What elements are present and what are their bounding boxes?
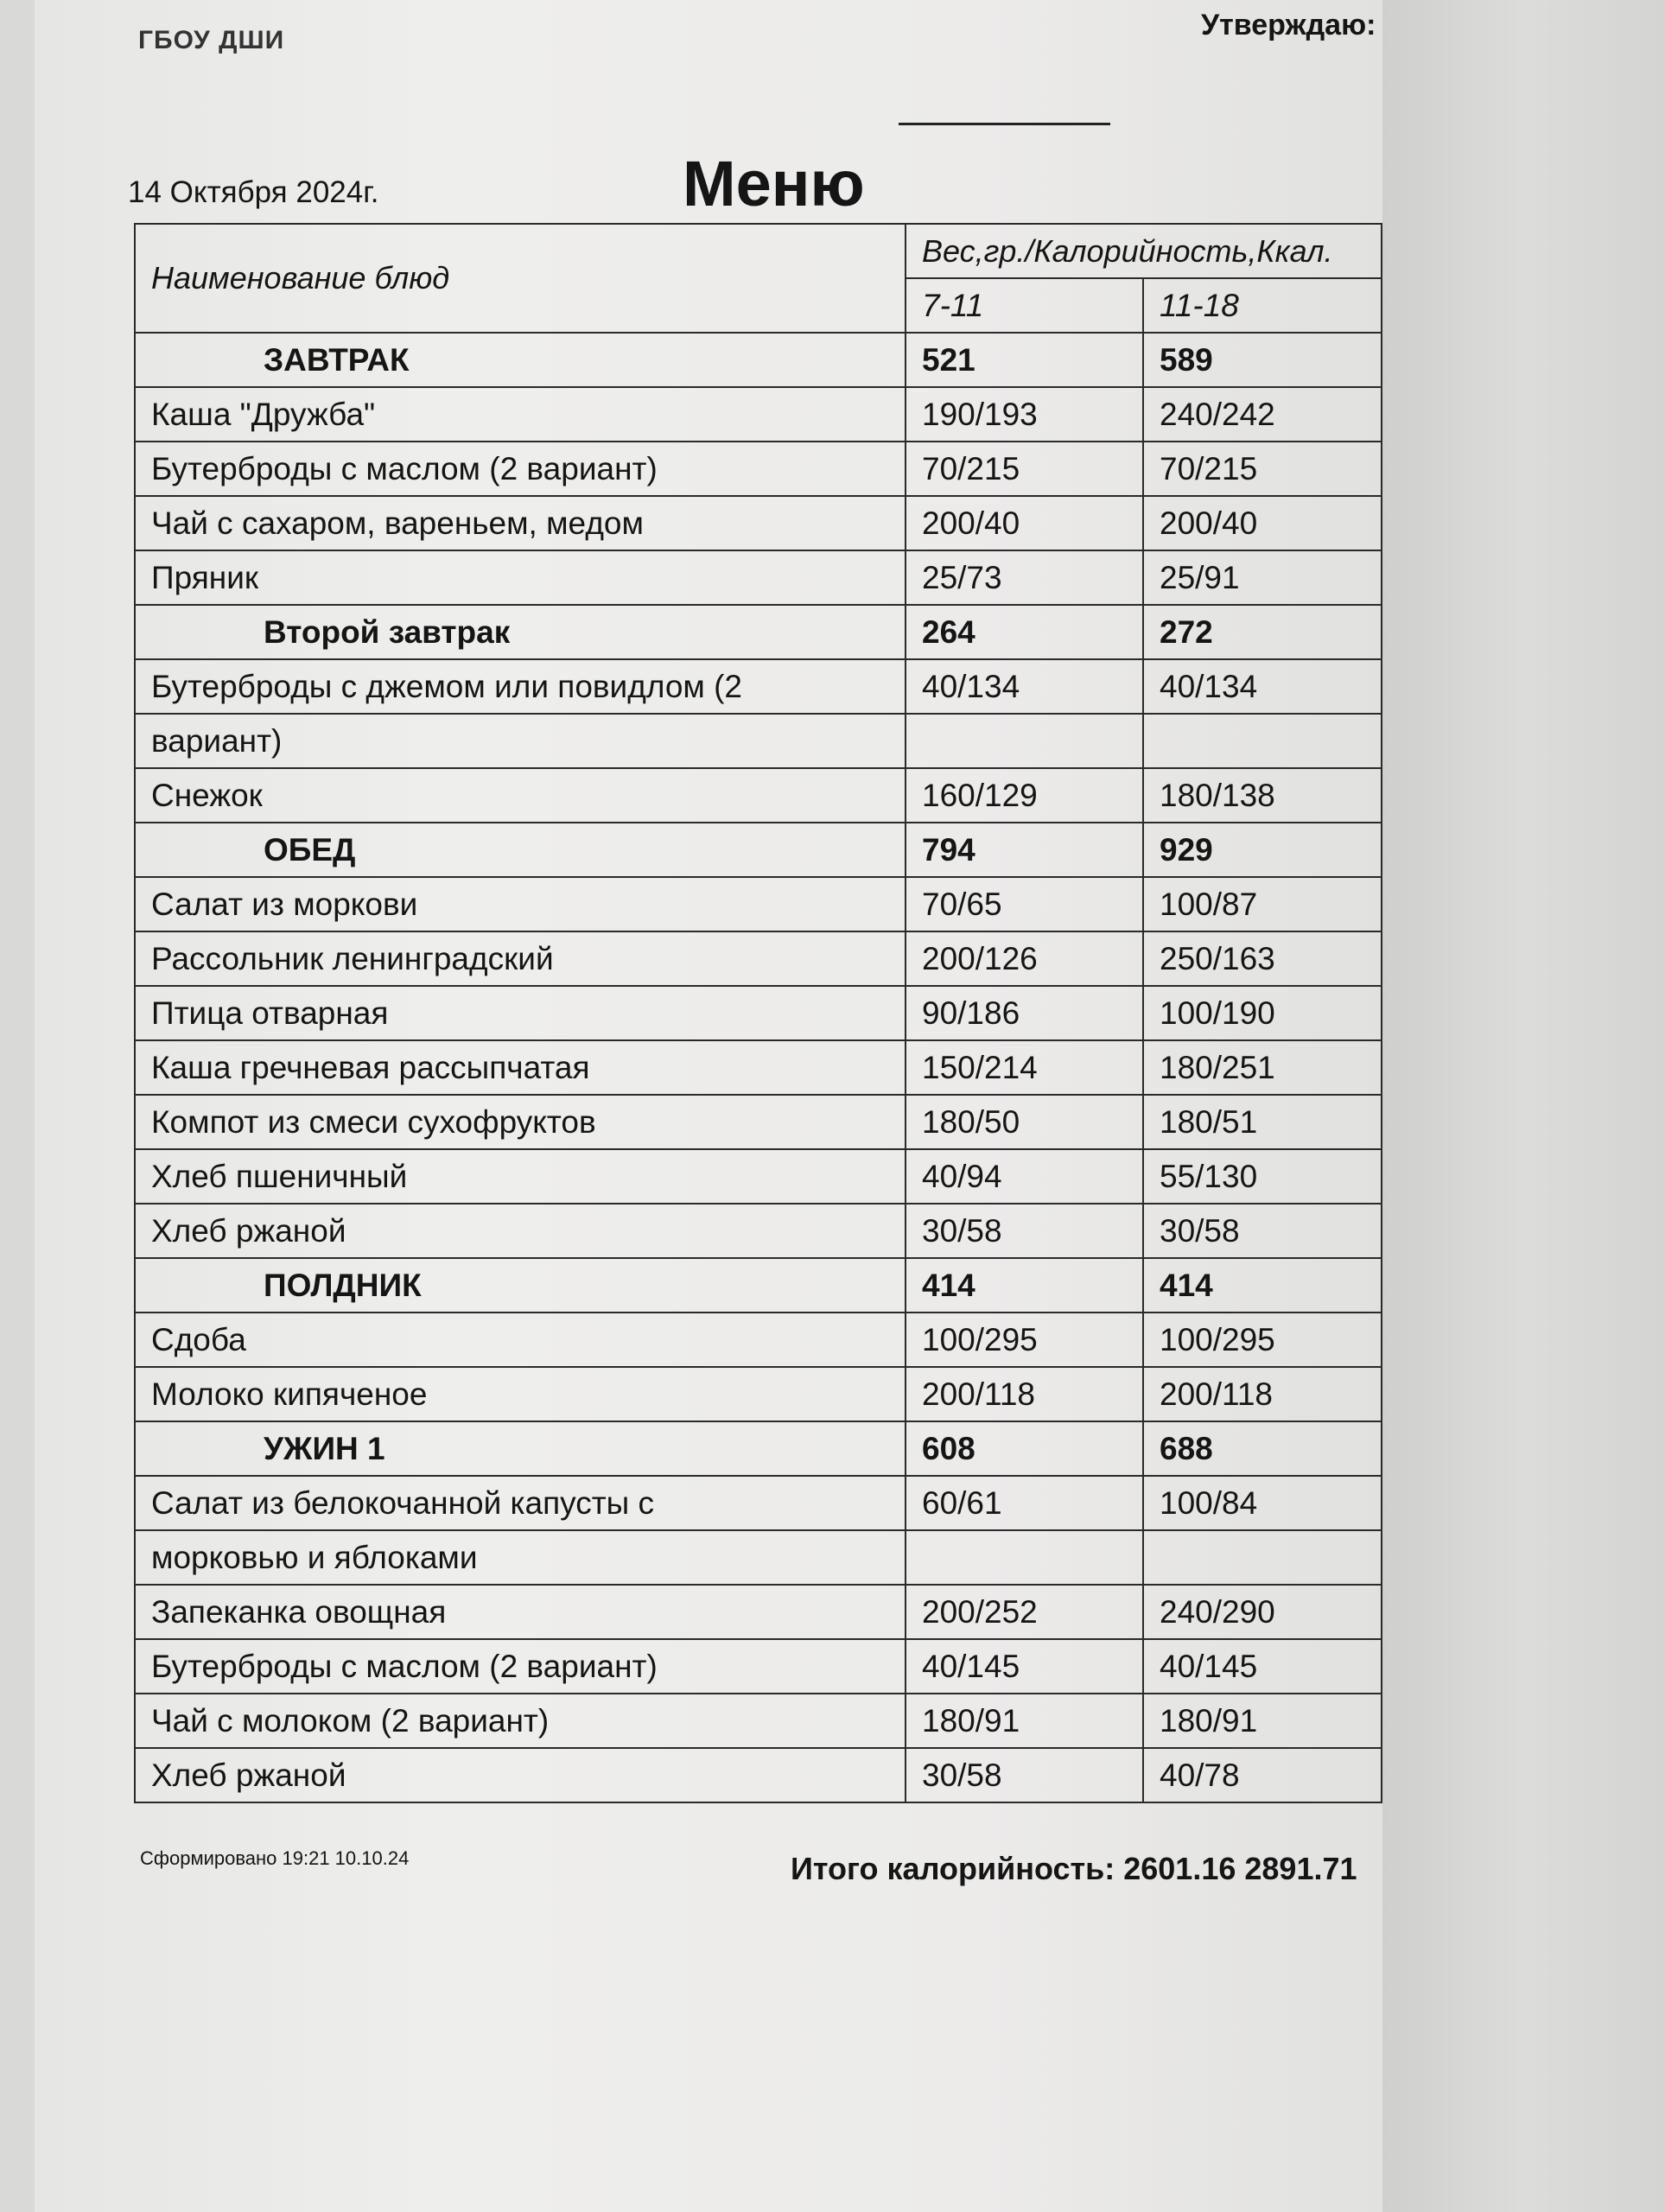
dish-name-cell: УЖИН 1 xyxy=(135,1421,906,1476)
table-row xyxy=(135,1530,1382,1585)
meal-section-row xyxy=(135,333,1382,387)
dish-name-cell: Чай с сахаром, вареньем, медом xyxy=(135,496,906,550)
value-11-18-cell: 100/295 xyxy=(1143,1313,1382,1367)
value-11-18-cell: 200/40 xyxy=(1143,496,1382,550)
dish-name-cell: Хлеб пшеничный xyxy=(135,1149,906,1204)
table-row xyxy=(135,768,1382,823)
table-row xyxy=(135,1476,1382,1530)
value-11-18-cell: 414 xyxy=(1143,1258,1382,1313)
value-7-11-cell: 608 xyxy=(906,1421,1143,1476)
value-11-18-cell: 100/87 xyxy=(1143,877,1382,931)
column-header-age-11-18: 11-18 xyxy=(1143,278,1382,333)
dish-name-cell: Хлеб ржаной xyxy=(135,1204,906,1258)
value-11-18-cell: 200/118 xyxy=(1143,1367,1382,1421)
value-7-11-cell: 70/215 xyxy=(906,442,1143,496)
table-row xyxy=(135,1694,1382,1748)
value-7-11-cell: 200/40 xyxy=(906,496,1143,550)
meal-section-row xyxy=(135,823,1382,877)
dish-name-cell: Салат из моркови xyxy=(135,877,906,931)
table-row xyxy=(135,877,1382,931)
value-7-11-cell: 264 xyxy=(906,605,1143,659)
value-7-11-cell: 30/58 xyxy=(906,1204,1143,1258)
table-row xyxy=(135,1313,1382,1367)
dish-name-cell: вариант) xyxy=(135,714,906,768)
value-7-11-cell: 180/50 xyxy=(906,1095,1143,1149)
dish-name-cell: Чай с молоком (2 вариант) xyxy=(135,1694,906,1748)
dish-name-cell: Салат из белокочанной капусты с xyxy=(135,1476,906,1530)
dish-name-cell: Снежок xyxy=(135,768,906,823)
menu-date: 14 Октября 2024г. xyxy=(128,175,379,209)
meal-section-row xyxy=(135,1421,1382,1476)
value-7-11-cell: 190/193 xyxy=(906,387,1143,442)
table-row xyxy=(135,550,1382,605)
value-7-11-cell: 40/134 xyxy=(906,659,1143,714)
table-row xyxy=(135,387,1382,442)
signature-line xyxy=(899,123,1110,125)
dish-name-cell: ПОЛДНИК xyxy=(135,1258,906,1313)
column-header-age-7-11: 7-11 xyxy=(906,278,1143,333)
value-7-11-cell: 200/252 xyxy=(906,1585,1143,1639)
table-row xyxy=(135,1748,1382,1802)
value-7-11-cell: 25/73 xyxy=(906,550,1143,605)
value-11-18-cell: 272 xyxy=(1143,605,1382,659)
dish-name-cell: Бутерброды с маслом (2 вариант) xyxy=(135,1639,906,1694)
dish-name-cell: Бутерброды с джемом или повидлом (2 xyxy=(135,659,906,714)
total-calories: Итого калорийность: 2601.16 2891.71 xyxy=(791,1851,1357,1886)
table-row xyxy=(135,714,1382,768)
table-row xyxy=(135,1367,1382,1421)
value-11-18-cell: 40/145 xyxy=(1143,1639,1382,1694)
value-7-11-cell: 160/129 xyxy=(906,768,1143,823)
value-7-11-cell: 30/58 xyxy=(906,1748,1143,1802)
table-row xyxy=(135,442,1382,496)
column-header-weight: Вес,гр./Калорийность,Ккал. xyxy=(906,224,1382,278)
meal-section-row xyxy=(135,1258,1382,1313)
value-7-11-cell: 180/91 xyxy=(906,1694,1143,1748)
value-7-11-cell: 70/65 xyxy=(906,877,1143,931)
menu-table xyxy=(134,223,1382,1803)
value-11-18-cell: 25/91 xyxy=(1143,550,1382,605)
meal-section-row xyxy=(135,605,1382,659)
value-7-11-cell: 100/295 xyxy=(906,1313,1143,1367)
table-header-row xyxy=(135,224,1382,278)
dish-name-cell: Второй завтрак xyxy=(135,605,906,659)
value-7-11-cell: 40/145 xyxy=(906,1639,1143,1694)
dish-name-cell: ЗАВТРАК xyxy=(135,333,906,387)
dish-name-cell: Молоко кипяченое xyxy=(135,1367,906,1421)
table-row xyxy=(135,1095,1382,1149)
value-7-11-cell: 40/94 xyxy=(906,1149,1143,1204)
value-11-18-cell: 180/138 xyxy=(1143,768,1382,823)
value-11-18-cell: 100/84 xyxy=(1143,1476,1382,1530)
value-11-18-cell: 30/58 xyxy=(1143,1204,1382,1258)
generated-timestamp: Сформировано 19:21 10.10.24 xyxy=(140,1847,410,1869)
page-title: Меню xyxy=(683,148,865,219)
table-row xyxy=(135,659,1382,714)
value-7-11-cell: 60/61 xyxy=(906,1476,1143,1530)
dish-name-cell: Каша гречневая рассыпчатая xyxy=(135,1040,906,1095)
value-7-11-cell xyxy=(906,1530,1143,1585)
value-11-18-cell: 40/134 xyxy=(1143,659,1382,714)
value-11-18-cell: 589 xyxy=(1143,333,1382,387)
value-7-11-cell: 414 xyxy=(906,1258,1143,1313)
table-row xyxy=(135,1040,1382,1095)
value-11-18-cell: 180/251 xyxy=(1143,1040,1382,1095)
dish-name-cell: Хлеб ржаной xyxy=(135,1748,906,1802)
value-11-18-cell: 180/51 xyxy=(1143,1095,1382,1149)
value-11-18-cell xyxy=(1143,1530,1382,1585)
dish-name-cell: морковью и яблоками xyxy=(135,1530,906,1585)
organization-name: ГБОУ ДШИ xyxy=(138,26,285,54)
value-7-11-cell: 200/126 xyxy=(906,931,1143,986)
menu-table-body xyxy=(135,333,1382,1802)
value-7-11-cell: 794 xyxy=(906,823,1143,877)
value-7-11-cell: 150/214 xyxy=(906,1040,1143,1095)
value-7-11-cell: 200/118 xyxy=(906,1367,1143,1421)
dish-name-cell: Пряник xyxy=(135,550,906,605)
value-11-18-cell: 929 xyxy=(1143,823,1382,877)
table-row xyxy=(135,1585,1382,1639)
dish-name-cell: Каша "Дружба" xyxy=(135,387,906,442)
value-11-18-cell: 40/78 xyxy=(1143,1748,1382,1802)
dish-name-cell: ОБЕД xyxy=(135,823,906,877)
value-7-11-cell: 90/186 xyxy=(906,986,1143,1040)
value-11-18-cell: 240/242 xyxy=(1143,387,1382,442)
approval-label: Утверждаю: xyxy=(1201,9,1376,41)
value-7-11-cell: 521 xyxy=(906,333,1143,387)
table-row xyxy=(135,931,1382,986)
value-11-18-cell: 688 xyxy=(1143,1421,1382,1476)
value-11-18-cell: 180/91 xyxy=(1143,1694,1382,1748)
value-7-11-cell xyxy=(906,714,1143,768)
dish-name-cell: Бутерброды с маслом (2 вариант) xyxy=(135,442,906,496)
value-11-18-cell: 250/163 xyxy=(1143,931,1382,986)
value-11-18-cell xyxy=(1143,714,1382,768)
value-11-18-cell: 100/190 xyxy=(1143,986,1382,1040)
table-row xyxy=(135,986,1382,1040)
dish-name-cell: Запеканка овощная xyxy=(135,1585,906,1639)
value-11-18-cell: 70/215 xyxy=(1143,442,1382,496)
dish-name-cell: Рассольник ленинградский xyxy=(135,931,906,986)
dish-name-cell: Компот из смеси сухофруктов xyxy=(135,1095,906,1149)
value-11-18-cell: 55/130 xyxy=(1143,1149,1382,1204)
dish-name-cell: Птица отварная xyxy=(135,986,906,1040)
table-row xyxy=(135,1639,1382,1694)
table-row xyxy=(135,1149,1382,1204)
dish-name-cell: Сдоба xyxy=(135,1313,906,1367)
table-row xyxy=(135,496,1382,550)
column-header-dish: Наименование блюд xyxy=(135,224,906,333)
table-row xyxy=(135,1204,1382,1258)
value-11-18-cell: 240/290 xyxy=(1143,1585,1382,1639)
background-edge xyxy=(1382,0,1665,2212)
